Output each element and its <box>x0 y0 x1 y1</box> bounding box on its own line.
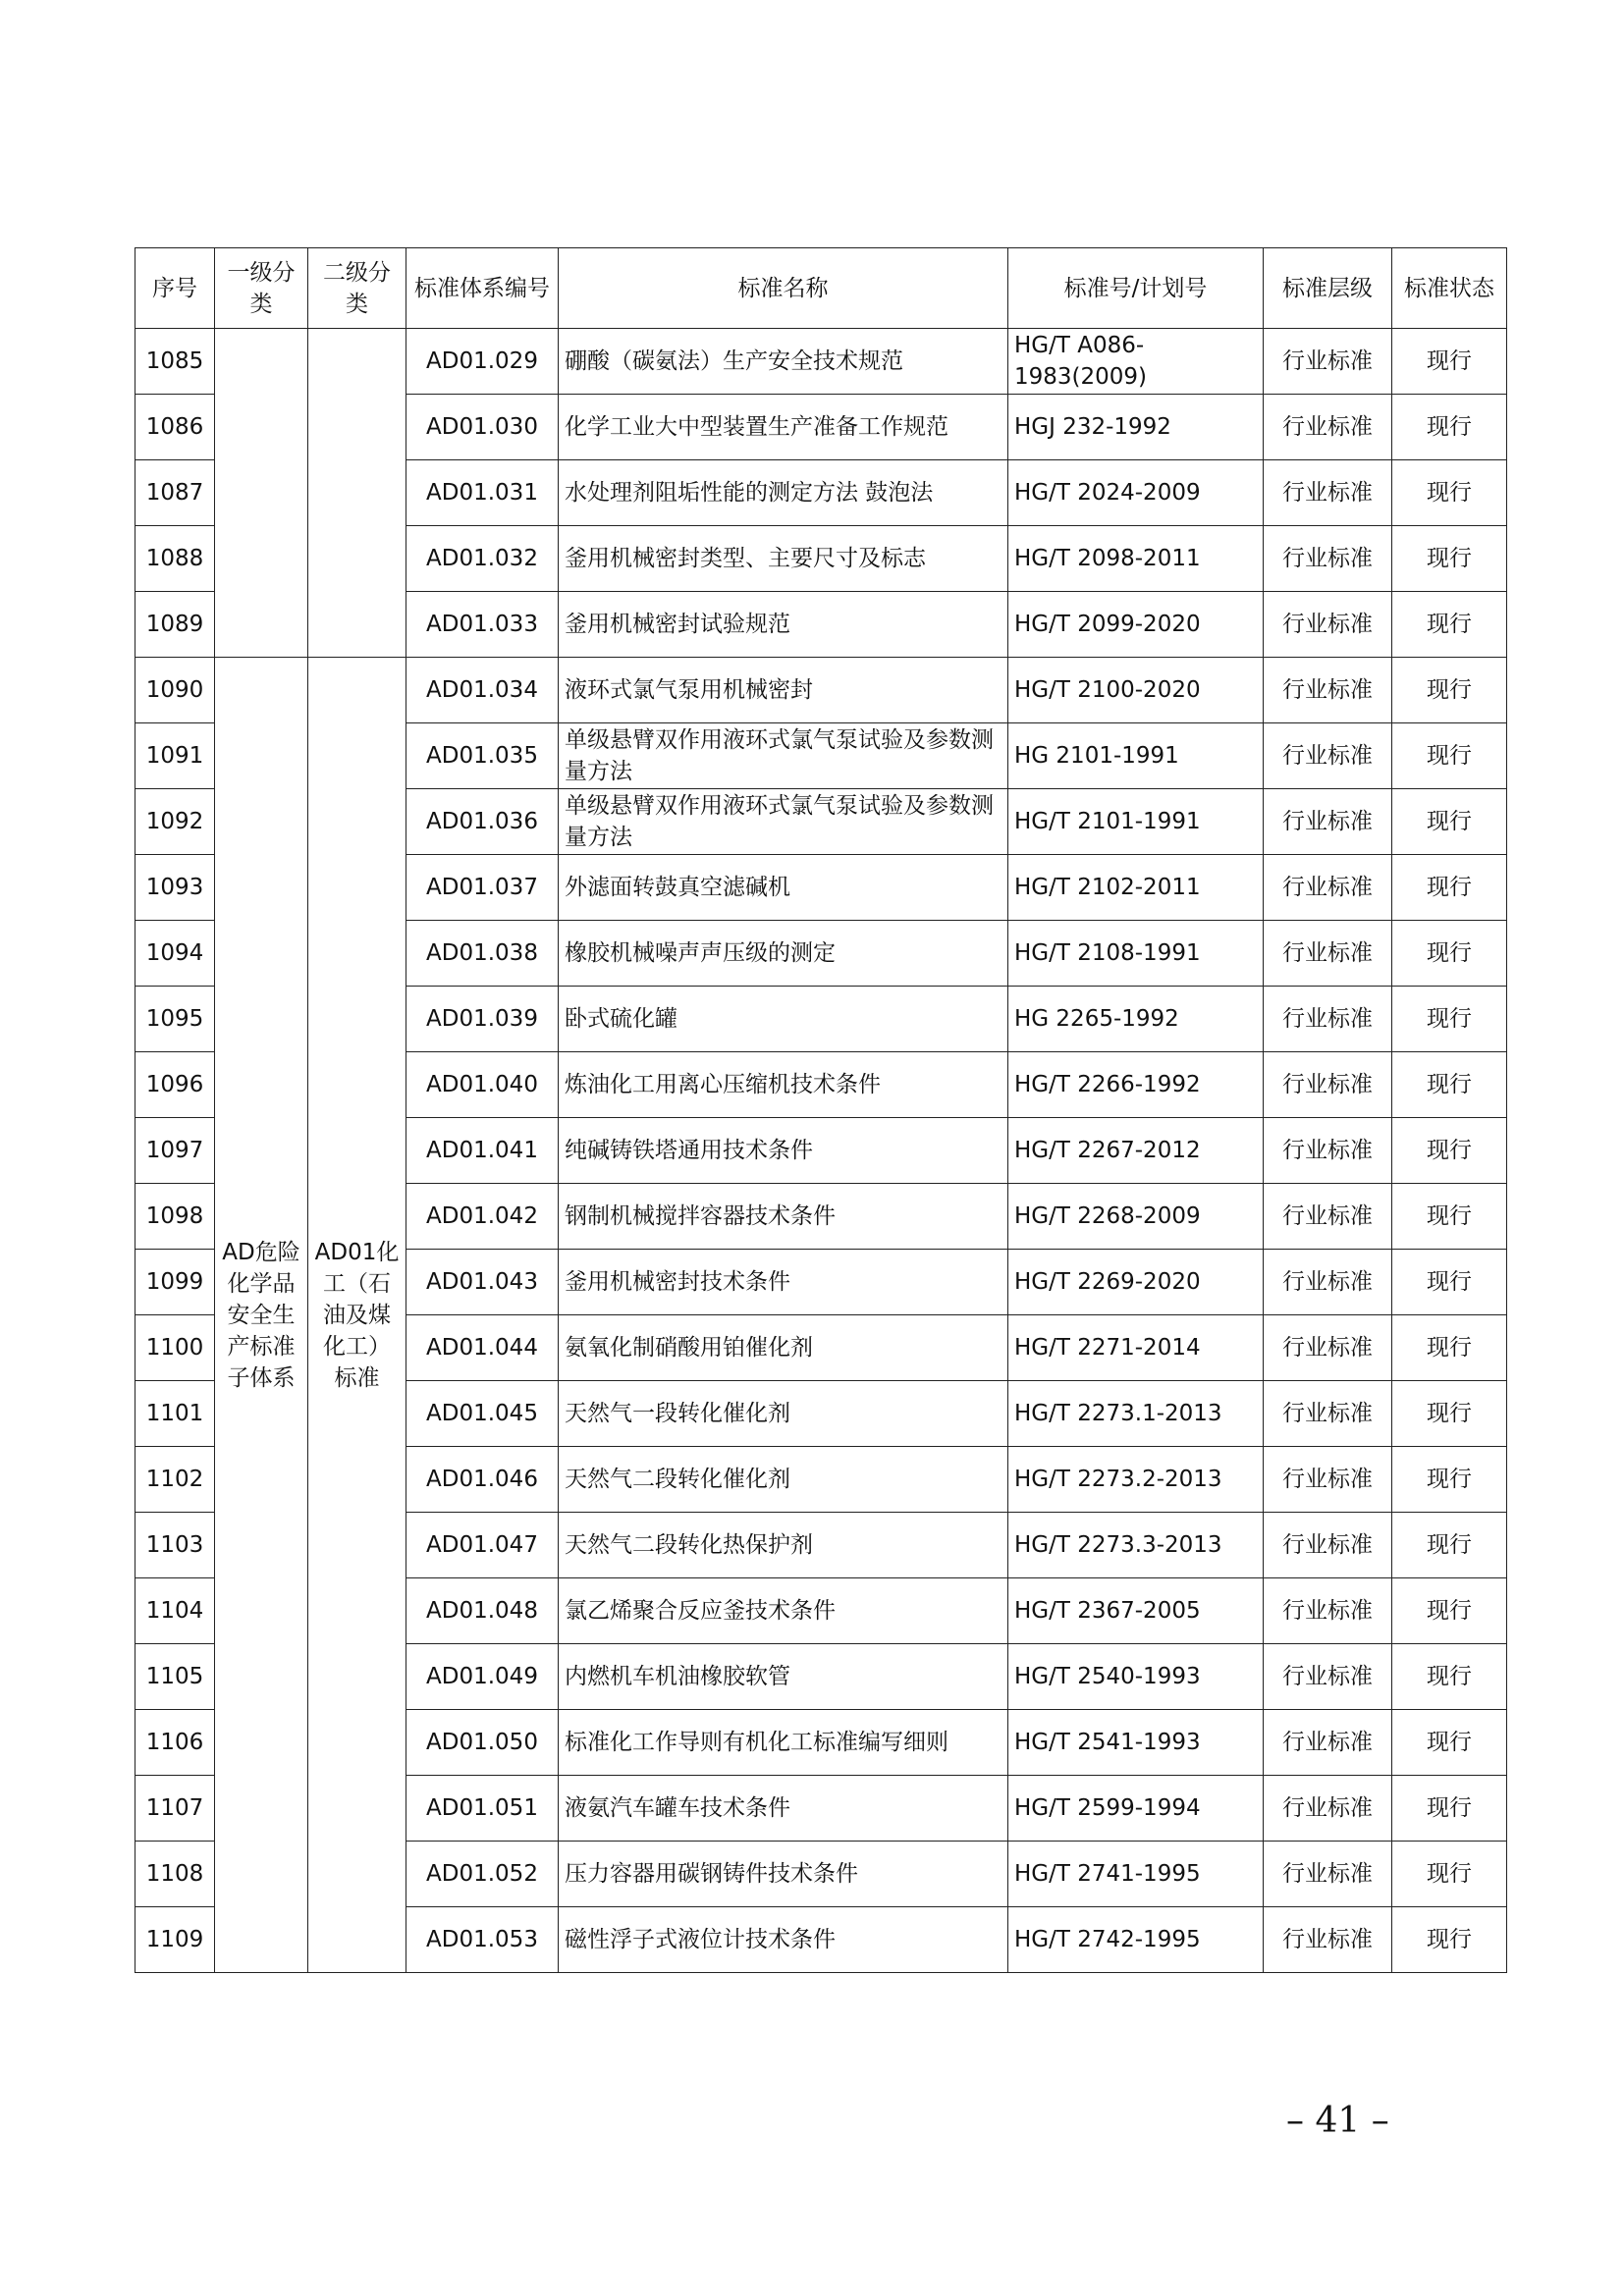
cell-number: HG/T 2540-1993 <box>1008 1644 1264 1710</box>
cell-status: 现行 <box>1392 1710 1507 1776</box>
cell-level1-category: AD危险化学品安全生产标准子体系 <box>215 658 308 1973</box>
cell-status: 现行 <box>1392 1644 1507 1710</box>
header-level2: 二级分类 <box>308 248 406 329</box>
cell-number: HG/T 2741-1995 <box>1008 1842 1264 1907</box>
cell-name: 标准化工作导则有机化工标准编写细则 <box>559 1710 1008 1776</box>
cell-code: AD01.053 <box>406 1907 559 1973</box>
cell-code: AD01.048 <box>406 1578 559 1644</box>
cell-name: 氯乙烯聚合反应釜技术条件 <box>559 1578 1008 1644</box>
cell-name: 炼油化工用离心压缩机技术条件 <box>559 1052 1008 1118</box>
cell-seq: 1095 <box>135 987 215 1052</box>
cell-seq: 1099 <box>135 1250 215 1315</box>
cell-level: 行业标准 <box>1264 1250 1392 1315</box>
cell-level2-category: AD01化工（石油及煤化工）标准 <box>308 658 406 1973</box>
cell-level: 行业标准 <box>1264 987 1392 1052</box>
cell-status: 现行 <box>1392 460 1507 526</box>
cell-seq: 1108 <box>135 1842 215 1907</box>
cell-name: 釜用机械密封试验规范 <box>559 592 1008 658</box>
header-number: 标准号/计划号 <box>1008 248 1264 329</box>
cell-number: HG/T 2108-1991 <box>1008 921 1264 987</box>
header-status: 标准状态 <box>1392 248 1507 329</box>
cell-seq: 1086 <box>135 395 215 460</box>
cell-number: HG/T 2024-2009 <box>1008 460 1264 526</box>
cell-code: AD01.044 <box>406 1315 559 1381</box>
cell-status: 现行 <box>1392 1776 1507 1842</box>
cell-number: HG 2265-1992 <box>1008 987 1264 1052</box>
cell-seq: 1091 <box>135 723 215 789</box>
cell-level: 行业标准 <box>1264 1842 1392 1907</box>
cell-number: HG/T 2541-1993 <box>1008 1710 1264 1776</box>
cell-seq: 1105 <box>135 1644 215 1710</box>
cell-status: 现行 <box>1392 789 1507 855</box>
cell-number: HG/T 2268-2009 <box>1008 1184 1264 1250</box>
cell-number: HGJ 232-1992 <box>1008 395 1264 460</box>
cell-status: 现行 <box>1392 658 1507 723</box>
cell-code: AD01.046 <box>406 1447 559 1513</box>
cell-level: 行业标准 <box>1264 1052 1392 1118</box>
cell-name: 釜用机械密封类型、主要尺寸及标志 <box>559 526 1008 592</box>
cell-number: HG 2101-1991 <box>1008 723 1264 789</box>
cell-level: 行业标准 <box>1264 1381 1392 1447</box>
cell-number: HG/T 2273.3-2013 <box>1008 1513 1264 1578</box>
cell-code: AD01.047 <box>406 1513 559 1578</box>
cell-level: 行业标准 <box>1264 1447 1392 1513</box>
cell-status: 现行 <box>1392 1184 1507 1250</box>
cell-seq: 1100 <box>135 1315 215 1381</box>
cell-seq: 1092 <box>135 789 215 855</box>
cell-seq: 1089 <box>135 592 215 658</box>
cell-number: HG/T 2599-1994 <box>1008 1776 1264 1842</box>
cell-name: 外滤面转鼓真空滤碱机 <box>559 855 1008 921</box>
cell-code: AD01.040 <box>406 1052 559 1118</box>
cell-name: 硼酸（碳氨法）生产安全技术规范 <box>559 329 1008 395</box>
cell-level: 行业标准 <box>1264 789 1392 855</box>
cell-code: AD01.041 <box>406 1118 559 1184</box>
cell-name: 卧式硫化罐 <box>559 987 1008 1052</box>
header-seq: 序号 <box>135 248 215 329</box>
cell-code: AD01.032 <box>406 526 559 592</box>
cell-seq: 1096 <box>135 1052 215 1118</box>
table-row <box>135 329 1507 395</box>
cell-level: 行业标准 <box>1264 1184 1392 1250</box>
cell-level: 行业标准 <box>1264 460 1392 526</box>
cell-level: 行业标准 <box>1264 1710 1392 1776</box>
cell-seq: 1085 <box>135 329 215 395</box>
cell-number: HG/T 2102-2011 <box>1008 855 1264 921</box>
cell-code: AD01.051 <box>406 1776 559 1842</box>
table-row <box>135 658 1507 723</box>
cell-status: 现行 <box>1392 592 1507 658</box>
cell-number: HG/T 2099-2020 <box>1008 592 1264 658</box>
cell-number: HG/T A086-1983(2009) <box>1008 329 1264 395</box>
header-code: 标准体系编号 <box>406 248 559 329</box>
cell-seq: 1106 <box>135 1710 215 1776</box>
cell-level: 行业标准 <box>1264 526 1392 592</box>
cell-level: 行业标准 <box>1264 1776 1392 1842</box>
cell-level: 行业标准 <box>1264 1118 1392 1184</box>
cell-code: AD01.045 <box>406 1381 559 1447</box>
cell-code: AD01.030 <box>406 395 559 460</box>
cell-seq: 1093 <box>135 855 215 921</box>
cell-status: 现行 <box>1392 395 1507 460</box>
cell-status: 现行 <box>1392 855 1507 921</box>
cell-number: HG/T 2266-1992 <box>1008 1052 1264 1118</box>
cell-code: AD01.038 <box>406 921 559 987</box>
cell-level: 行业标准 <box>1264 1513 1392 1578</box>
cell-name: 水处理剂阻垢性能的测定方法 鼓泡法 <box>559 460 1008 526</box>
page-number: – 41 – <box>1286 2101 1389 2141</box>
cell-level: 行业标准 <box>1264 855 1392 921</box>
cell-seq: 1104 <box>135 1578 215 1644</box>
cell-level: 行业标准 <box>1264 592 1392 658</box>
cell-status: 现行 <box>1392 1052 1507 1118</box>
cell-name: 内燃机车机油橡胶软管 <box>559 1644 1008 1710</box>
cell-name: 纯碱铸铁塔通用技术条件 <box>559 1118 1008 1184</box>
cell-name: 天然气二段转化催化剂 <box>559 1447 1008 1513</box>
cell-code: AD01.050 <box>406 1710 559 1776</box>
cell-seq: 1098 <box>135 1184 215 1250</box>
cell-level: 行业标准 <box>1264 1907 1392 1973</box>
cell-name: 液氨汽车罐车技术条件 <box>559 1776 1008 1842</box>
cell-seq: 1090 <box>135 658 215 723</box>
table-header-row <box>135 248 1507 329</box>
cell-status: 现行 <box>1392 921 1507 987</box>
cell-level: 行业标准 <box>1264 723 1392 789</box>
cell-level: 行业标准 <box>1264 329 1392 395</box>
cell-status: 现行 <box>1392 1250 1507 1315</box>
cell-number: HG/T 2367-2005 <box>1008 1578 1264 1644</box>
cell-code: AD01.029 <box>406 329 559 395</box>
cell-name: 压力容器用碳钢铸件技术条件 <box>559 1842 1008 1907</box>
cell-name: 钢制机械搅拌容器技术条件 <box>559 1184 1008 1250</box>
cell-code: AD01.037 <box>406 855 559 921</box>
cell-name: 化学工业大中型装置生产准备工作规范 <box>559 395 1008 460</box>
cell-number: HG/T 2100-2020 <box>1008 658 1264 723</box>
cell-code: AD01.035 <box>406 723 559 789</box>
cell-seq: 1101 <box>135 1381 215 1447</box>
cell-status: 现行 <box>1392 1513 1507 1578</box>
cell-code: AD01.042 <box>406 1184 559 1250</box>
cell-status: 现行 <box>1392 1907 1507 1973</box>
cell-number: HG/T 2273.1-2013 <box>1008 1381 1264 1447</box>
cell-level: 行业标准 <box>1264 921 1392 987</box>
cell-code: AD01.034 <box>406 658 559 723</box>
cell-code: AD01.049 <box>406 1644 559 1710</box>
cell-seq: 1109 <box>135 1907 215 1973</box>
cell-name: 氨氧化制硝酸用铂催化剂 <box>559 1315 1008 1381</box>
cell-seq: 1094 <box>135 921 215 987</box>
cell-name: 磁性浮子式液位计技术条件 <box>559 1907 1008 1973</box>
cell-status: 现行 <box>1392 1381 1507 1447</box>
cell-level1-blank <box>215 329 308 658</box>
cell-number: HG/T 2267-2012 <box>1008 1118 1264 1184</box>
cell-name: 单级悬臂双作用液环式氯气泵试验及参数测量方法 <box>559 723 1008 789</box>
header-name: 标准名称 <box>559 248 1008 329</box>
cell-level: 行业标准 <box>1264 1644 1392 1710</box>
cell-number: HG/T 2101-1991 <box>1008 789 1264 855</box>
cell-name: 釜用机械密封技术条件 <box>559 1250 1008 1315</box>
cell-level: 行业标准 <box>1264 395 1392 460</box>
cell-name: 橡胶机械噪声声压级的测定 <box>559 921 1008 987</box>
standards-table <box>135 247 1507 1973</box>
cell-name: 天然气二段转化热保护剂 <box>559 1513 1008 1578</box>
cell-code: AD01.036 <box>406 789 559 855</box>
cell-number: HG/T 2273.2-2013 <box>1008 1447 1264 1513</box>
cell-code: AD01.039 <box>406 987 559 1052</box>
cell-number: HG/T 2098-2011 <box>1008 526 1264 592</box>
cell-status: 现行 <box>1392 987 1507 1052</box>
cell-level2-blank <box>308 329 406 658</box>
header-level1: 一级分类 <box>215 248 308 329</box>
cell-code: AD01.031 <box>406 460 559 526</box>
cell-seq: 1102 <box>135 1447 215 1513</box>
cell-seq: 1097 <box>135 1118 215 1184</box>
cell-code: AD01.043 <box>406 1250 559 1315</box>
cell-code: AD01.052 <box>406 1842 559 1907</box>
cell-code: AD01.033 <box>406 592 559 658</box>
cell-status: 现行 <box>1392 1118 1507 1184</box>
cell-seq: 1107 <box>135 1776 215 1842</box>
cell-seq: 1088 <box>135 526 215 592</box>
cell-level: 行业标准 <box>1264 658 1392 723</box>
cell-status: 现行 <box>1392 1842 1507 1907</box>
cell-status: 现行 <box>1392 1578 1507 1644</box>
cell-status: 现行 <box>1392 723 1507 789</box>
cell-name: 天然气一段转化催化剂 <box>559 1381 1008 1447</box>
cell-level: 行业标准 <box>1264 1315 1392 1381</box>
cell-number: HG/T 2742-1995 <box>1008 1907 1264 1973</box>
cell-seq: 1087 <box>135 460 215 526</box>
cell-number: HG/T 2269-2020 <box>1008 1250 1264 1315</box>
cell-name: 单级悬臂双作用液环式氯气泵试验及参数测量方法 <box>559 789 1008 855</box>
cell-name: 液环式氯气泵用机械密封 <box>559 658 1008 723</box>
cell-status: 现行 <box>1392 1447 1507 1513</box>
cell-status: 现行 <box>1392 329 1507 395</box>
cell-level: 行业标准 <box>1264 1578 1392 1644</box>
cell-seq: 1103 <box>135 1513 215 1578</box>
cell-number: HG/T 2271-2014 <box>1008 1315 1264 1381</box>
cell-status: 现行 <box>1392 1315 1507 1381</box>
header-level: 标准层级 <box>1264 248 1392 329</box>
cell-status: 现行 <box>1392 526 1507 592</box>
